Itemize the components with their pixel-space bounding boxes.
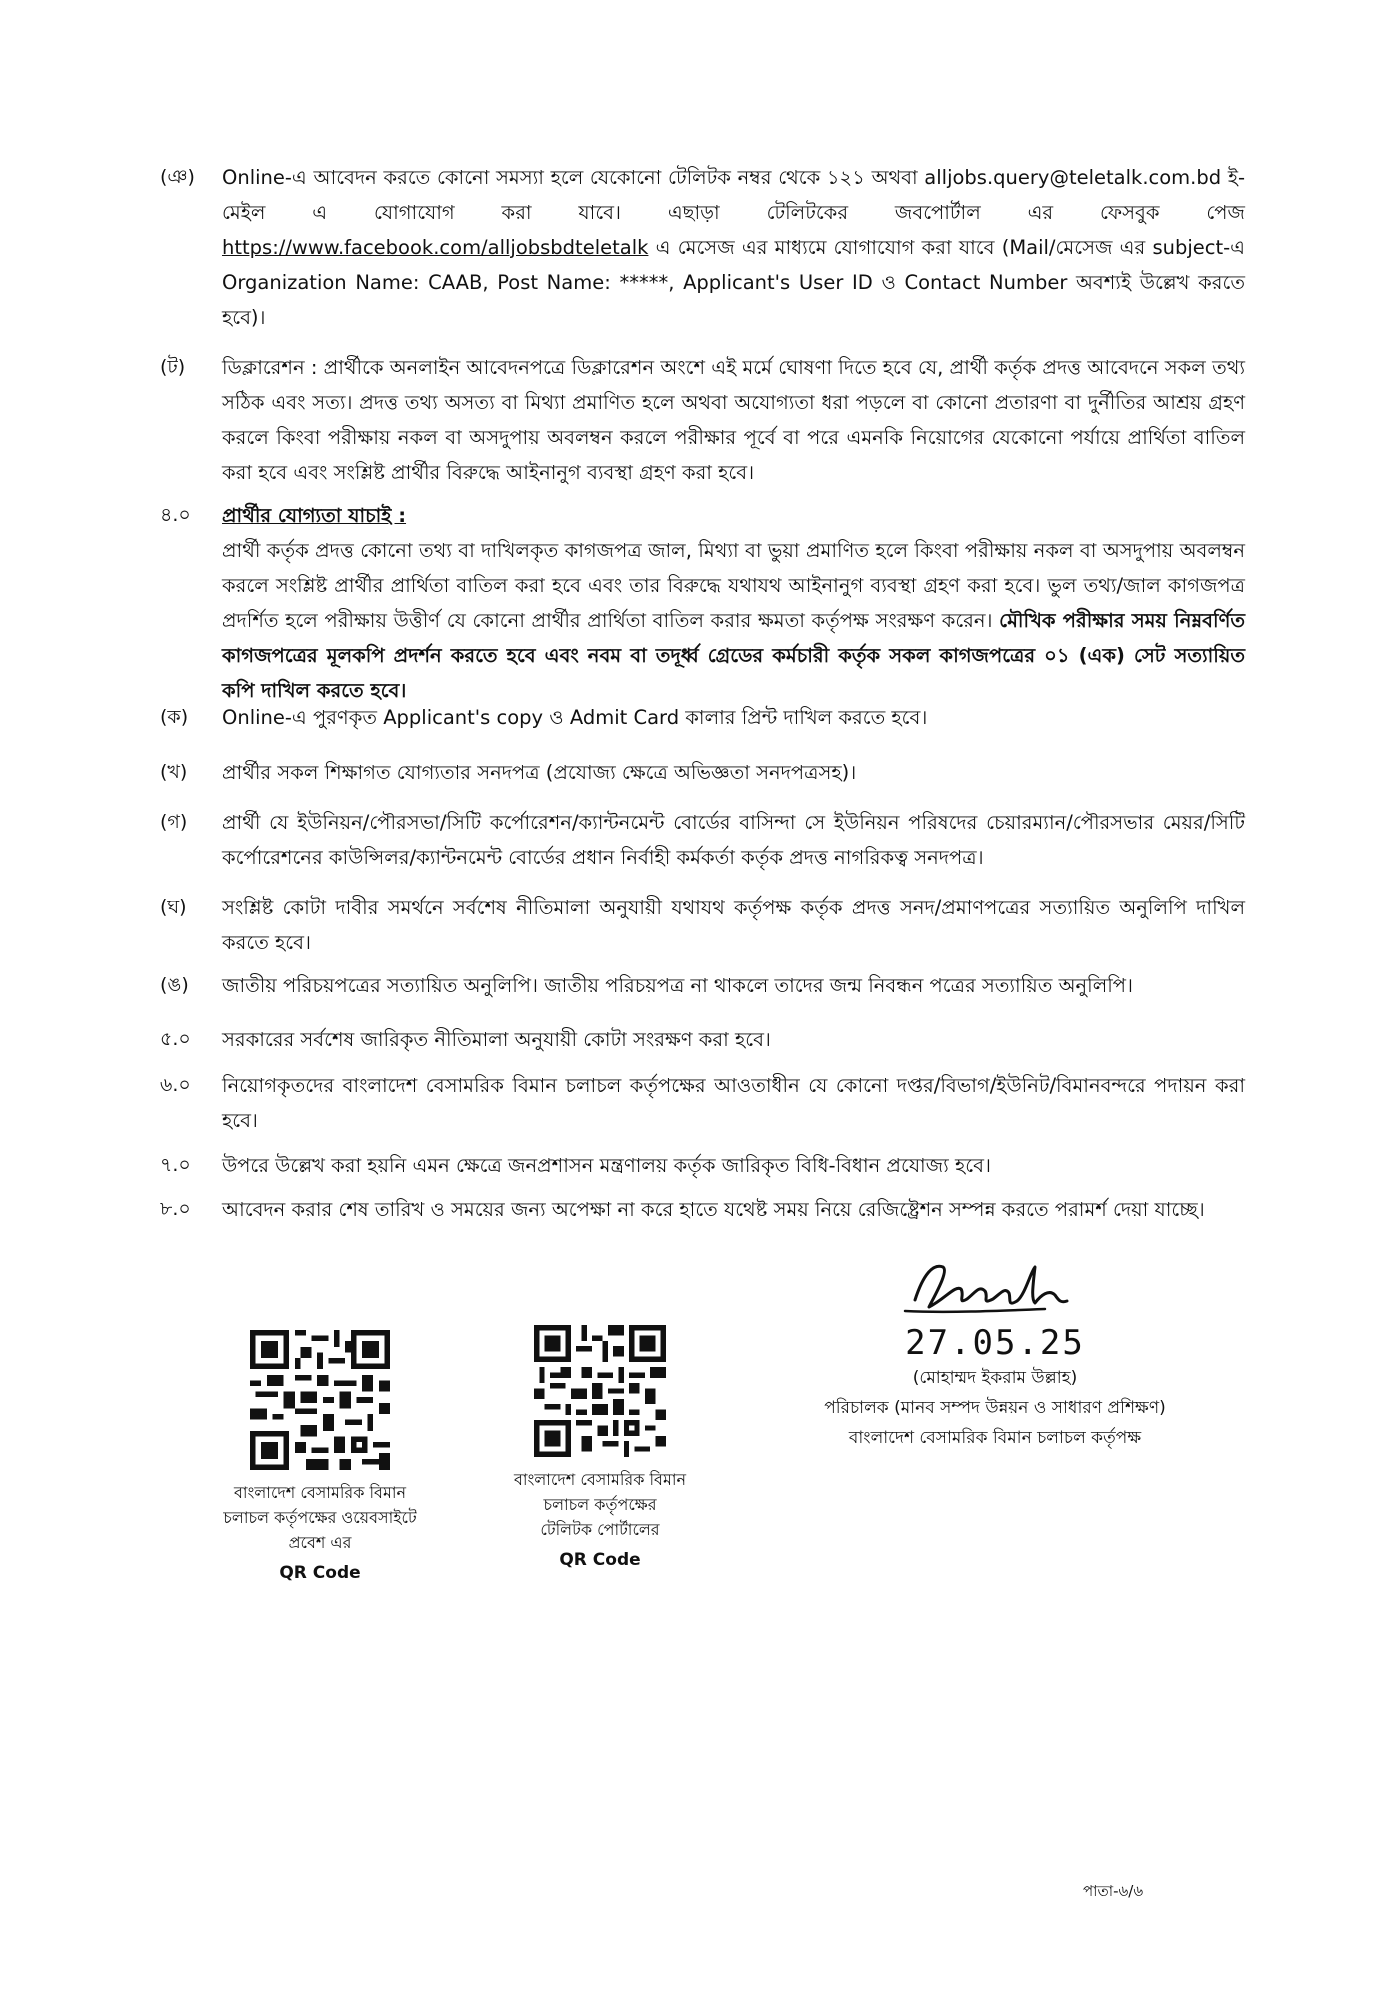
- qr-label-line: টেলিটক পোর্টালের: [540, 1520, 660, 1539]
- section-body: [222, 498, 1245, 708]
- qr-label-line: বাংলাদেশ বেসামরিক বিমান: [513, 1470, 687, 1489]
- item-marker: (ক): [160, 706, 189, 728]
- item-text: Online-এ পুরণকৃত Applicant's copy ও Admit Card কালার প্রিন্ট দাখিল করতে হবে।: [222, 706, 928, 729]
- qr-code-caption: QR Code: [559, 1550, 641, 1570]
- signatory-name: (মোহাম্মদ ইকরাম উল্লাহ): [912, 1368, 1078, 1388]
- item-text: জাতীয় পরিচয়পত্রের সত্যায়িত অনুলিপি। জাতীয় পরিচয়পত্র না থাকলে তাদের জন্ম নিবন্ধন পত্রের সত্যায়িত অনুলিপি।: [222, 974, 1134, 997]
- signature-block: [770, 1255, 1220, 1453]
- handwritten-signature: [885, 1255, 1105, 1325]
- qr-block-website: [190, 1330, 450, 1586]
- item-marker: (ঘ): [160, 896, 187, 918]
- section-heading: প্রার্থীর যোগ্যতা যাচাই :: [222, 504, 407, 527]
- item-text: সংশ্লিষ্ট কোটা দাবীর সমর্থনে সর্বশেষ নীতিমালা অনুযায়ী যথাযথ কর্তৃপক্ষ কর্তৃক প্রদত্ত সনদ/প্রমাণপত্রের সত্যায়িত অনুলিপি দাখিল করতে হবে।: [222, 896, 1245, 954]
- section-text: আবেদন করার শেষ তারিখ ও সময়ের জন্য অপেক্ষা না করে হাতে যথেষ্ট সময় নিয়ে রেজিষ্ট্রেশন সম্পন্ন করতে পরামর্শ দেয়া যাচ্ছে।: [222, 1198, 1205, 1221]
- item-text: প্রার্থী যে ইউনিয়ন/পৌরসভা/সিটি কর্পোরেশন/ক্যান্টনমেন্ট বোর্ডের বাসিন্দা সে ইউনিয়ন পরিষদের চেয়ারম্যান/পৌরসভার মেয়র/সিটি কর্পোরেশনের কাউন্সিলর/ক্যান্টনমেন্ট বোর্ডের প্রধান নির্বাহী কর্মকর্তা কর্তৃক প্রদত্ত নাগরিকত্ব সনদপত্র।: [222, 811, 1245, 869]
- signatory-organization: বাংলাদেশ বেসামরিক বিমান চলাচল কর্তৃপক্ষ: [848, 1428, 1142, 1448]
- qr-label-line: প্রবেশ এর: [288, 1533, 352, 1552]
- qr-code-image[interactable]: [534, 1325, 666, 1457]
- item-marker: (খ): [160, 761, 188, 783]
- item-text-part: এ মেসেজ এর মাধ্যমে যোগাযোগ করা যাবে (Mail/মেসেজ এর subject-এ Organization Name: CAAB, Post Name: *****, Applicant's User ID ও Contact Number অবশ্যই উল্লেখ করতে হবে)।: [222, 236, 1245, 329]
- qr-code-caption: QR Code: [279, 1563, 361, 1583]
- section-number: ৮.০: [160, 1198, 191, 1220]
- item-text-part: Online-এ আবেদন করতে কোনো সমস্যা হলে যেকোনো টেলিটক নম্বর থেকে ১২১ অথবা alljobs.query@teletalk.com.bd ই-মেইল এ যোগাযোগ করা যাবে। এছাড়া টেলিটকের জবপোর্টাল এর ফেসবুক পেজ: [222, 166, 1245, 224]
- page-number: পাতা-৬/৬: [1083, 1882, 1144, 1900]
- section-number: ৬.০: [160, 1074, 191, 1096]
- item-marker: (ঙ): [160, 974, 189, 996]
- qr-block-teletalk: [470, 1325, 730, 1573]
- signature-date: 27.05.25: [905, 1323, 1085, 1363]
- section-text: প্রার্থী কর্তৃক প্রদত্ত কোনো তথ্য বা দাখিলকৃত কাগজপত্র জাল, মিথ্যা বা ভুয়া প্রমাণিত হলে কিংবা পরীক্ষায় নকল বা অসদুপায় অবলম্বন করলে সংশ্লিষ্ট প্রার্থীর প্রার্থিতা বাতিল করা হবে এবং তার বিরুদ্ধে যথাযথ আইনানুগ ব্যবস্থা গ্রহণ করা হবে। ভুল তথ্য/জাল কাগজপত্র প্রদর্শিত হলে পরীক্ষায় উত্তীর্ণ যে কোনো প্রার্থীর প্রার্থিতা বাতিল করার ক্ষমতা কর্তৃপক্ষ সংরক্ষণ করেন।: [222, 539, 1245, 632]
- section-number: ৫.০: [160, 1028, 191, 1050]
- section-bold-text: মৌখিক পরীক্ষার সময় নিম্নবর্ণিত কাগজপত্রের মূলকপি প্রদর্শন করতে হবে এবং নবম বা তদূর্ধ্ব গ্রেডের কর্মচারী কর্তৃক সকল কাগজপত্রের ০১ (এক) সেট সত্যায়িত কপি দাখিল করতে হবে।: [222, 609, 1245, 702]
- section-text: উপরে উল্লেখ করা হয়নি এমন ক্ষেত্রে জনপ্রশাসন মন্ত্রণালয় কর্তৃক জারিকৃত বিধি-বিধান প্রযোজ্য হবে।: [222, 1154, 991, 1177]
- qr-code-image[interactable]: [250, 1330, 390, 1470]
- item-marker: (গ): [160, 811, 188, 833]
- facebook-link[interactable]: https://www.facebook.com/alljobsbdteletalk: [222, 236, 649, 259]
- qr-label-line: চলাচল কর্তৃপক্ষের: [543, 1495, 657, 1514]
- item-marker: (ট): [160, 356, 186, 378]
- qr-label-line: বাংলাদেশ বেসামরিক বিমান: [233, 1483, 407, 1502]
- qr-label-line: চলাচল কর্তৃপক্ষের ওয়েবসাইটে: [223, 1508, 417, 1527]
- item-marker: (ঞ): [160, 166, 195, 188]
- item-text: [222, 160, 1245, 335]
- declaration-text: ডিক্লারেশন : প্রার্থীকে অনলাইন আবেদনপত্রে ডিক্লারেশন অংশে এই মর্মে ঘোষণা দিতে হবে যে, প্রার্থী কর্তৃক প্রদত্ত আবেদনে সকল তথ্য সঠিক এবং সত্য। প্রদত্ত তথ্য অসত্য বা মিথ্যা প্রমাণিত হলে অথবা অযোগ্যতা ধরা পড়লে বা কোনো প্রতারণা বা দুর্নীতির আশ্রয় গ্রহণ করলে কিংবা পরীক্ষায় নকল বা অসদুপায় অবলম্বন করলে পরীক্ষার পূর্বে বা পরে এমনকি নিয়োগের যেকোনো পর্যায়ে প্রার্থিতা বাতিল করা হবে এবং সংশ্লিষ্ট প্রার্থীর বিরুদ্ধে আইনানুগ ব্যবস্থা গ্রহণ করা হবে।: [222, 356, 1245, 484]
- section-number: ৭.০: [160, 1154, 191, 1176]
- item-text: প্রার্থীর সকল শিক্ষাগত যোগ্যতার সনদপত্র (প্রযোজ্য ক্ষেত্রে অভিজ্ঞতা সনদপত্রসহ)।: [222, 761, 857, 784]
- section-number: ৪.০: [160, 504, 191, 526]
- section-text: নিয়োগকৃতদের বাংলাদেশ বেসামরিক বিমান চলাচল কর্তৃপক্ষের আওতাধীন যে কোনো দপ্তর/বিভাগ/ইউনিট/বিমানবন্দরে পদায়ন করা হবে।: [222, 1074, 1245, 1132]
- section-text: সরকারের সর্বশেষ জারিকৃত নীতিমালা অনুযায়ী কোটা সংরক্ষণ করা হবে।: [222, 1028, 771, 1051]
- signatory-designation: পরিচালক (মানব সম্পদ উন্নয়ন ও সাধারণ প্রশিক্ষণ): [824, 1398, 1166, 1418]
